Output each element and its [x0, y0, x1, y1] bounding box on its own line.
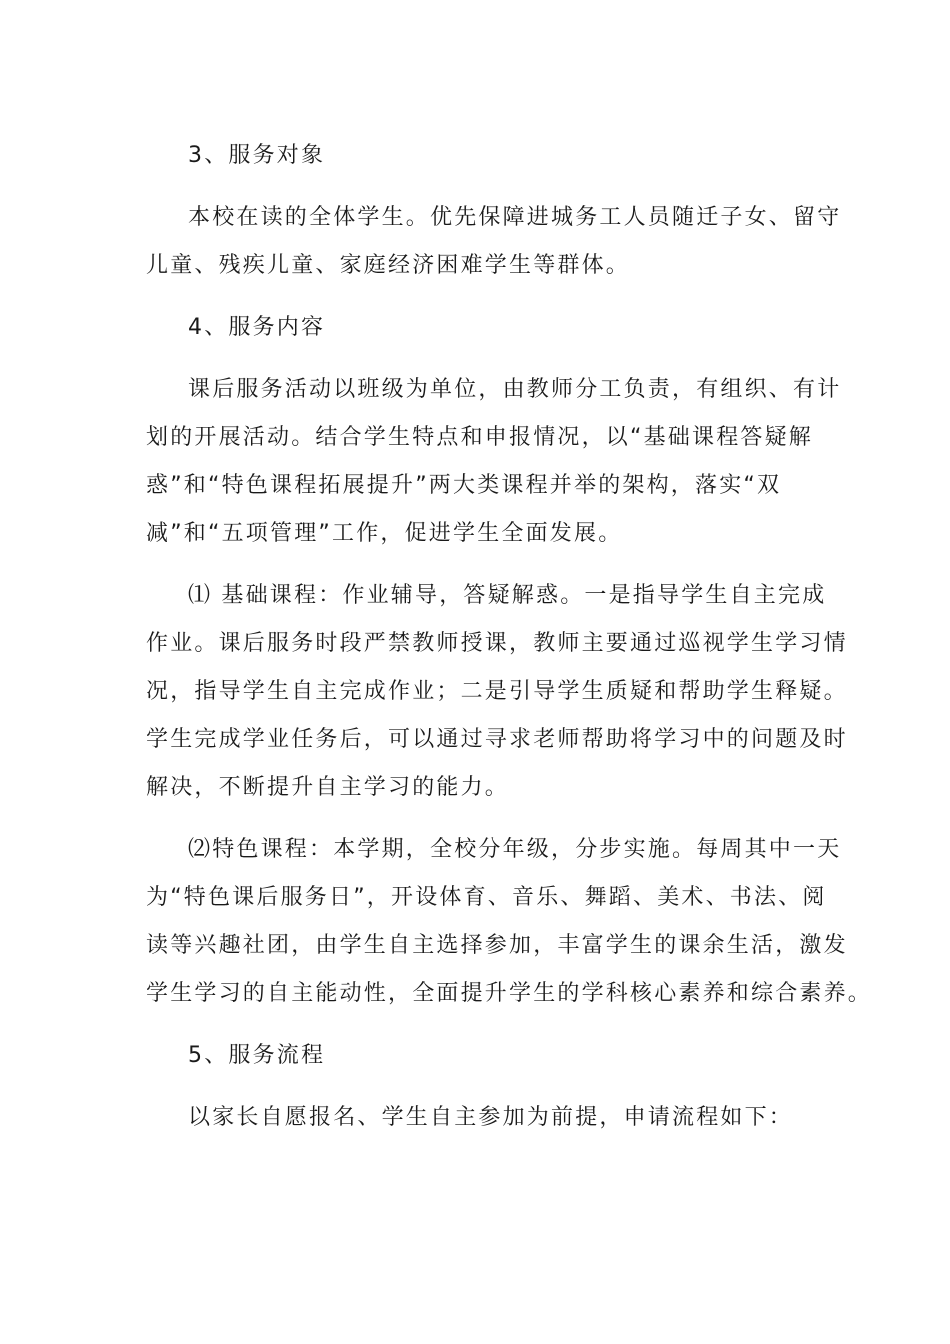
- paragraph-line: 况，指导学生自主完成作业；二是引导学生质疑和帮助学生释疑。: [146, 679, 848, 704]
- paragraph-line: 学生学习的自主能动性，全面提升学生的学科核心素养和综合素养。: [146, 981, 873, 1006]
- paragraph-line: 读等兴趣社团，由学生自主选择参加，丰富学生的课余生活，激发: [146, 933, 848, 958]
- paragraph-line: 划的开展活动。结合学生特点和申报情况，以“基础课程答疑解: [146, 425, 813, 450]
- paragraph-line: 儿童、残疾儿童、家庭经济困难学生等群体。: [146, 253, 631, 278]
- paragraph-basic-course: [146, 572, 848, 812]
- paragraph-line: 惑”和“特色课程拓展提升”两大类课程并举的架构，落实“双: [146, 473, 782, 498]
- paragraph-line: ⑴ 基础课程：作业辅导，答疑解惑。一是指导学生自主完成: [188, 583, 827, 608]
- paragraph-line: 以家长自愿报名、学生自主参加为前提，申请流程如下：: [188, 1105, 794, 1130]
- section-heading-3: 3、服务对象: [188, 143, 326, 168]
- section-heading-5: 5、服务流程: [188, 1043, 326, 1068]
- paragraph-line: 作业。课后服务时段严禁教师授课，教师主要通过巡视学生学习情: [146, 631, 848, 656]
- document-body: [146, 132, 873, 1142]
- paragraph-service-content: [146, 366, 842, 558]
- section-heading-4: 4、服务内容: [188, 315, 326, 340]
- paragraph-service-target: [146, 194, 842, 290]
- paragraph-line: 本校在读的全体学生。优先保障进城务工人员随迁子女、留守: [188, 205, 842, 230]
- paragraph-line: 解决，不断提升自主学习的能力。: [146, 775, 510, 800]
- paragraph-line: 课后服务活动以班级为单位，由教师分工负责，有组织、有计: [188, 377, 842, 402]
- paragraph-special-course: [146, 826, 873, 1018]
- paragraph-line: 学生完成学业任务后，可以通过寻求老师帮助将学习中的问题及时: [146, 727, 848, 752]
- paragraph-line: 为“特色课后服务日”，开设体育、音乐、舞蹈、美术、书法、阅: [146, 885, 827, 910]
- paragraph-line: 减”和“五项管理”工作，促进学生全面发展。: [146, 521, 623, 546]
- paragraph-line: ⑵特色课程：本学期，全校分年级，分步实施。每周其中一天: [188, 837, 842, 862]
- paragraph-service-flow: [146, 1094, 810, 1142]
